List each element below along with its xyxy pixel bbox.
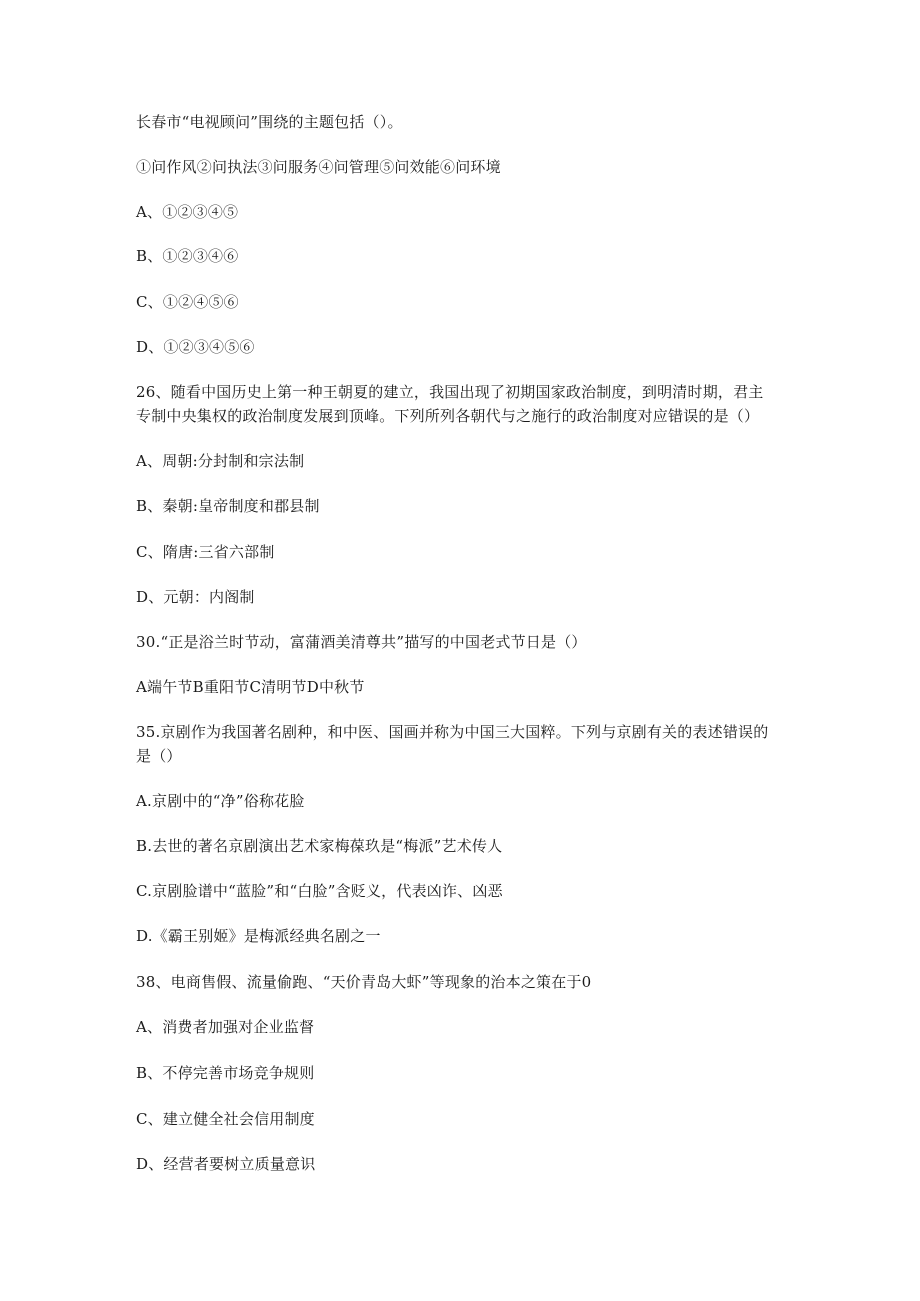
- option-b: B、秦朝:皇帝制度和郡县制: [136, 497, 320, 515]
- question-stem: 长春市“电视顾问”围绕的主题包括（）。: [136, 113, 403, 131]
- option-a: A、①②③④⑤: [136, 203, 239, 221]
- option-d: D、①②③④⑤⑥: [136, 338, 255, 356]
- option-c: C.京剧脸谱中“蓝脸”和“白脸”含贬义，代表凶诈、凶恶: [136, 882, 503, 900]
- question-stem: 26、随看中国历史上第一种王朝夏的建立，我国出现了初期国家政治制度，到明清时期，君主: [136, 383, 764, 401]
- option-a: A、消费者加强对企业监督: [136, 1018, 315, 1036]
- option-c: C、①②④⑤⑥: [136, 293, 239, 311]
- option-c: C、隋唐:三省六部制: [136, 543, 275, 561]
- question-stem: 38、电商售假、流量偷跑、“天价青岛大虾”等现象的治本之策在于0: [136, 973, 592, 991]
- question-stem-continued: 专制中央集权的政治制度发展到顶峰。下列所列各朝代与之施行的政治制度对应错误的是（）: [136, 407, 760, 425]
- question-options: A端午节B重阳节C清明节D中秋节: [136, 678, 365, 696]
- option-a: A.京剧中的“净”俗称花脸: [136, 792, 305, 810]
- option-a: A、周朝:分封制和宗法制: [136, 452, 305, 470]
- option-b: B.去世的著名京剧演出艺术家梅葆玖是“梅派”艺术传人: [136, 837, 503, 855]
- option-b: B、不停完善市场竞争规则: [136, 1064, 315, 1082]
- option-c: C、建立健全社会信用制度: [136, 1110, 315, 1128]
- option-b: B、①②③④⑥: [136, 247, 239, 265]
- option-d: D、经营者要树立质量意识: [136, 1155, 316, 1173]
- option-d: D.《霸王别姬》是梅派经典名剧之一: [136, 927, 381, 945]
- option-d: D、元朝：内阁制: [136, 588, 255, 606]
- question-stem: 30.“正是浴兰时节动，富蒲酒美清尊共”描写的中国老式节日是（）: [136, 633, 587, 651]
- question-stem: 35.京剧作为我国著名剧种，和中医、国画并称为中国三大国粹。下列与京剧有关的表述错误的: [136, 723, 769, 741]
- question-stem-continued: 是（）: [136, 747, 182, 765]
- question-items: ①问作风②问执法③问服务④问管理⑤问效能⑥问环境: [136, 158, 501, 176]
